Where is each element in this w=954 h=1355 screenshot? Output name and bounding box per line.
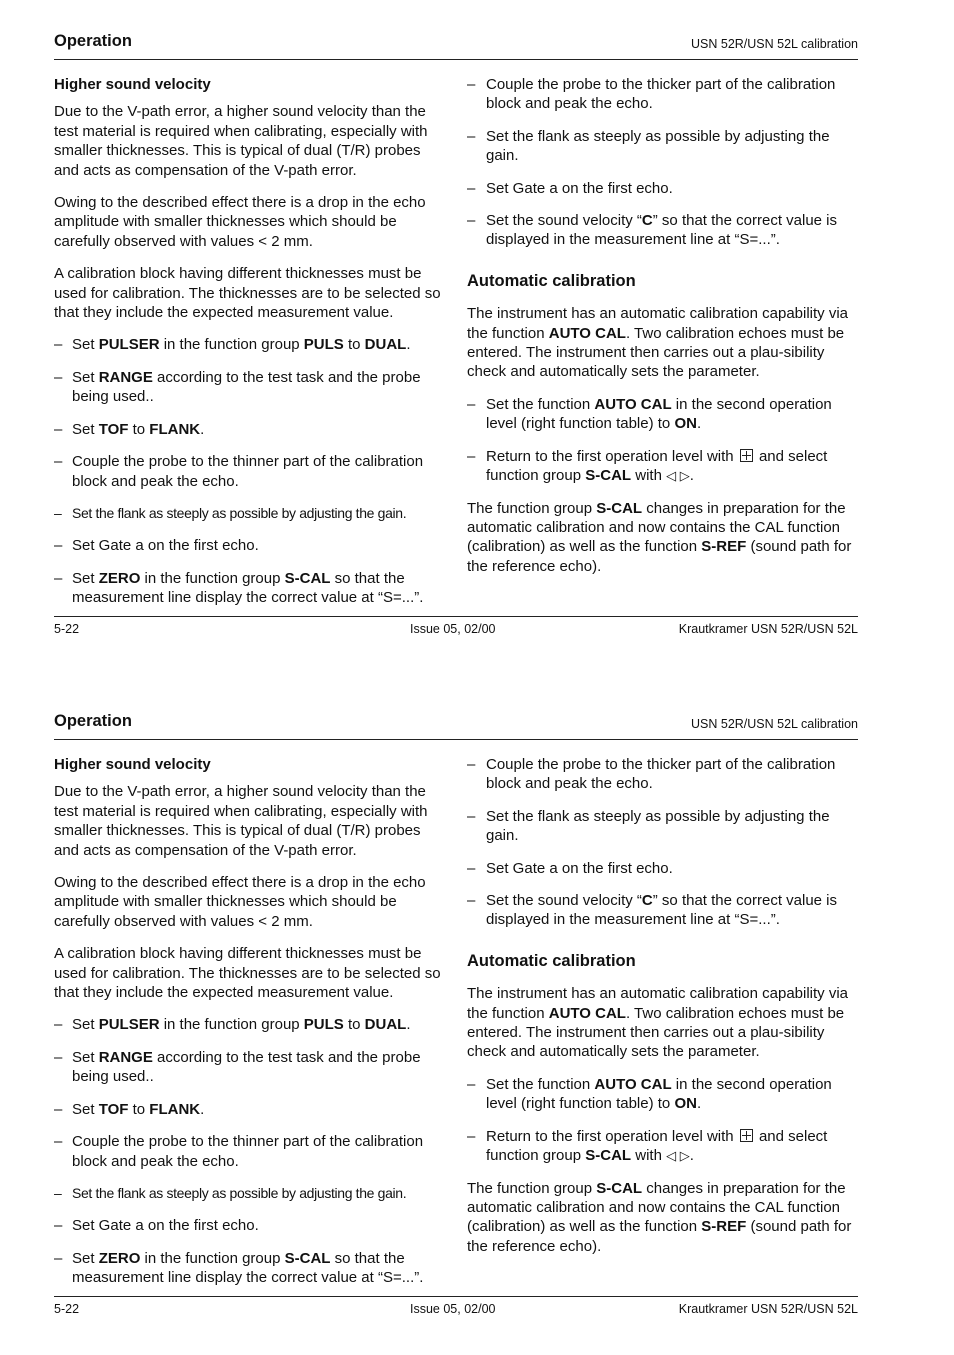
list-item: – Set TOF to FLANK. [54, 420, 442, 439]
section-heading-automatic-calibration: Automatic calibration [467, 951, 636, 970]
right-column [467, 755, 859, 1269]
section-heading-automatic-calibration: Automatic calibration [467, 271, 636, 290]
footer-issue: Issue 05, 02/00 [410, 1302, 496, 1316]
manual-page-2 [0, 680, 954, 1355]
paragraph: A calibration block having different thicknesses must be used for calibration. The thicknesses are to be selected so that they include the expected measurement value. [54, 265, 441, 322]
arrow-keys-icon: ◁ ▷ [666, 468, 690, 484]
list-item: – Return to the first operation level with and select function group S-CAL with ◁ ▷. [467, 1127, 859, 1166]
list-item: – Set Gate a on the first echo. [54, 536, 442, 555]
paragraph: The function group S-CAL changes in preparation for the automatic calibration and now contains the CAL function (calibration) as well as the function S-REF (sound path for the reference echo). [467, 1179, 852, 1255]
footer-page-number: 5-22 [54, 622, 80, 636]
manual-page-1 [0, 0, 954, 675]
paragraph: The function group S-CAL changes in preparation for the automatic calibration and now contains the CAL function (calibration) as well as the function S-REF (sound path for the reference echo). [467, 499, 852, 575]
section-heading-higher-velocity: Higher sound velocity [54, 756, 211, 773]
arrow-keys-icon: ◁ ▷ [666, 1148, 690, 1164]
paragraph: A calibration block having different thicknesses must be used for calibration. The thicknesses are to be selected so that they include the expected measurement value. [54, 945, 441, 1002]
list-item: – Set the function AUTO CAL in the second operation level (right function table) to ON. [467, 395, 859, 434]
list-item: – Couple the probe to the thinner part of the calibration block and peak the echo. [54, 1132, 442, 1171]
left-column [54, 755, 442, 1301]
paragraph: Owing to the described effect there is a drop in the echo amplitude with smaller thicknesses which should be carefully observed with values < 2 mm. [54, 194, 426, 250]
list-item: – Set the flank as steeply as possible by adjusting the gain. [467, 807, 859, 846]
list-item: – Set Gate a on the first echo. [467, 179, 859, 198]
footer-rule [54, 616, 858, 617]
footer-page-number: 5-22 [54, 1302, 80, 1316]
footer-product: Krautkramer USN 52R/USN 52L [678, 622, 858, 636]
list-item: – Set the flank as steeply as possible by adjusting the gain. [54, 504, 442, 523]
list-item: – Set Gate a on the first echo. [54, 1216, 442, 1235]
list-item: – Set ZERO in the function group S-CAL so that the measurement line display the correct value at “S=...”. [54, 569, 442, 608]
paragraph: The instrument has an automatic calibration capability via the function AUTO CAL. Two calibration echoes must be entered. The instrument then carries out a plau-sibility check and automatically sets the parameter. [467, 985, 849, 1061]
left-column [54, 75, 442, 621]
list-item: – Couple the probe to the thicker part of the calibration block and peak the echo. [467, 755, 859, 794]
list-item: – Couple the probe to the thinner part of the calibration block and peak the echo. [54, 452, 442, 491]
right-column [467, 75, 859, 589]
list-item: – Set RANGE according to the test task and the probe being used.. [54, 1048, 442, 1087]
list-item: – Set ZERO in the function group S-CAL so that the measurement line display the correct value at “S=...”. [54, 1249, 442, 1288]
list-item: – Set RANGE according to the test task and the probe being used.. [54, 368, 442, 407]
page-header-section: Operation [54, 712, 132, 730]
list-item: – Set the sound velocity “C” so that the correct value is displayed in the measurement line at “S=...”. [467, 891, 859, 930]
footer-product: Krautkramer USN 52R/USN 52L [678, 1302, 858, 1316]
paragraph: Owing to the described effect there is a drop in the echo amplitude with smaller thicknesses which should be carefully observed with values < 2 mm. [54, 874, 426, 930]
page-header-topic: USN 52R/USN 52L calibration [691, 37, 858, 51]
list-item: – Set Gate a on the first echo. [467, 859, 859, 878]
section-heading-higher-velocity: Higher sound velocity [54, 76, 211, 93]
list-item: – Return to the first operation level with and select function group S-CAL with ◁ ▷. [467, 447, 859, 486]
list-item: – Set the sound velocity “C” so that the correct value is displayed in the measurement line at “S=...”. [467, 211, 859, 250]
list-item: – Set the flank as steeply as possible by adjusting the gain. [54, 1184, 442, 1203]
list-item: – Set PULSER in the function group PULS to DUAL. [54, 335, 442, 354]
header-rule [54, 59, 858, 60]
header-rule [54, 739, 858, 740]
plus-key-icon [740, 1129, 753, 1142]
list-item: – Set the flank as steeply as possible by adjusting the gain. [467, 127, 859, 166]
list-item: – Couple the probe to the thicker part of the calibration block and peak the echo. [467, 75, 859, 114]
footer-issue: Issue 05, 02/00 [410, 622, 496, 636]
list-item: – Set the function AUTO CAL in the second operation level (right function table) to ON. [467, 1075, 859, 1114]
footer-rule [54, 1296, 858, 1297]
paragraph: Due to the V-path error, a higher sound velocity than the test material is required when calibrating, especially with smaller thicknesses. This is typical of dual (T/R) probes and acts as compensation of the V-path error. [54, 103, 428, 179]
list-item: – Set PULSER in the function group PULS to DUAL. [54, 1015, 442, 1034]
plus-key-icon [740, 449, 753, 462]
list-item: – Set TOF to FLANK. [54, 1100, 442, 1119]
paragraph: The instrument has an automatic calibration capability via the function AUTO CAL. Two calibration echoes must be entered. The instrument then carries out a plau-sibility check and automatically sets the parameter. [467, 305, 849, 381]
page-header-section: Operation [54, 32, 132, 50]
page-header-topic: USN 52R/USN 52L calibration [691, 717, 858, 731]
paragraph: Due to the V-path error, a higher sound velocity than the test material is required when calibrating, especially with smaller thicknesses. This is typical of dual (T/R) probes and acts as compensation of the V-path error. [54, 783, 428, 859]
